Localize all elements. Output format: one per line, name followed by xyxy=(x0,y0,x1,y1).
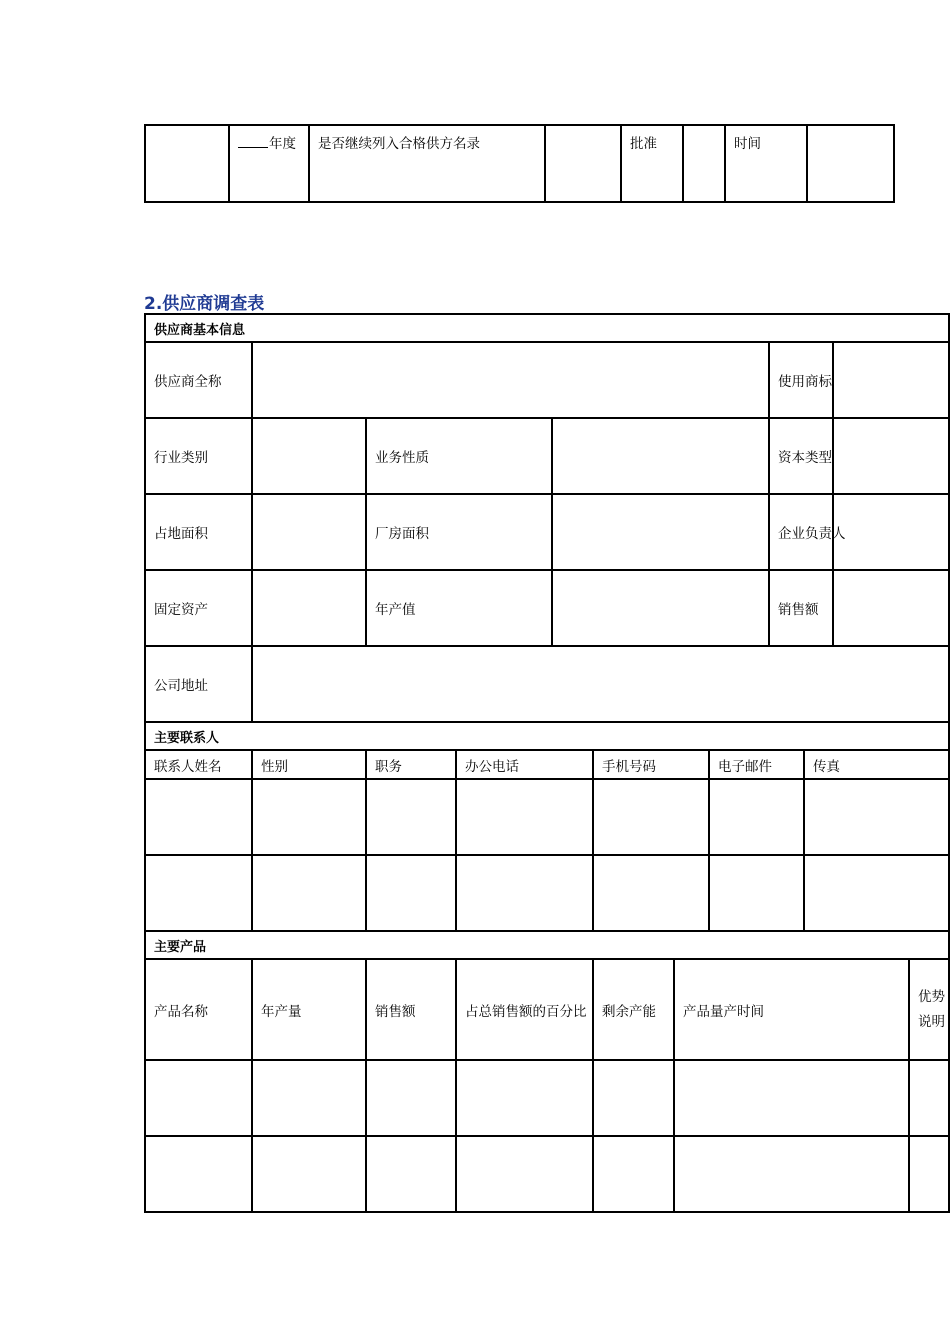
product-col-advantage: 优势说明 xyxy=(909,959,949,1060)
fixed-assets-label: 固定资产 xyxy=(145,570,252,646)
contact-cell[interactable] xyxy=(593,779,709,855)
capital-type-label: 资本类型 xyxy=(769,418,833,494)
annual-output-label: 年产值 xyxy=(366,570,552,646)
table-row xyxy=(145,1060,949,1136)
contact-col-name: 联系人姓名 xyxy=(145,750,252,779)
contact-cell[interactable] xyxy=(252,855,366,931)
product-col-remaining-capacity: 剩余产能 xyxy=(593,959,674,1060)
contact-col-email: 电子邮件 xyxy=(709,750,804,779)
full-name-label: 供应商全称 xyxy=(145,342,252,418)
brand-label: 使用商标 xyxy=(769,342,833,418)
contact-col-office-phone: 办公电话 xyxy=(456,750,593,779)
land-area-label: 占地面积 xyxy=(145,494,252,570)
sales-label: 销售额 xyxy=(769,570,833,646)
table-row xyxy=(145,1136,949,1212)
contact-cell[interactable] xyxy=(804,779,949,855)
contact-col-mobile: 手机号码 xyxy=(593,750,709,779)
basic-info-header: 供应商基本信息 xyxy=(145,314,949,342)
product-cell[interactable] xyxy=(909,1060,949,1136)
contact-cell[interactable] xyxy=(145,855,252,931)
product-cell[interactable] xyxy=(593,1060,674,1136)
contact-cell[interactable] xyxy=(366,855,456,931)
table-row xyxy=(145,855,949,931)
business-nature-label: 业务性质 xyxy=(366,418,552,494)
contact-cell[interactable] xyxy=(252,779,366,855)
plant-area-cell[interactable] xyxy=(552,494,769,570)
approve-cell[interactable] xyxy=(683,125,725,202)
responsible-person-cell[interactable] xyxy=(833,494,949,570)
contact-cell[interactable] xyxy=(709,855,804,931)
contact-col-fax: 传真 xyxy=(804,750,949,779)
product-col-sales-percent: 占总销售额的百分比 xyxy=(456,959,593,1060)
responsible-person-label: 企业负责人 xyxy=(769,494,833,570)
approve-label: 批准 xyxy=(621,125,683,202)
product-cell[interactable] xyxy=(909,1136,949,1212)
contact-col-position: 职务 xyxy=(366,750,456,779)
product-cell[interactable] xyxy=(252,1060,366,1136)
time-cell[interactable] xyxy=(807,125,894,202)
business-nature-cell[interactable] xyxy=(552,418,769,494)
contact-cell[interactable] xyxy=(456,779,593,855)
approval-table xyxy=(144,124,895,203)
year-label: 年度 xyxy=(269,136,296,152)
product-cell[interactable] xyxy=(593,1136,674,1212)
product-cell[interactable] xyxy=(456,1060,593,1136)
contact-cell[interactable] xyxy=(456,855,593,931)
address-cell[interactable] xyxy=(252,646,949,722)
product-cell[interactable] xyxy=(252,1136,366,1212)
contact-cell[interactable] xyxy=(145,779,252,855)
sales-cell[interactable] xyxy=(833,570,949,646)
brand-cell[interactable] xyxy=(833,342,949,418)
plant-area-label: 厂房面积 xyxy=(366,494,552,570)
contact-cell[interactable] xyxy=(593,855,709,931)
contact-cell[interactable] xyxy=(804,855,949,931)
table-row xyxy=(145,779,949,855)
product-col-mass-production-time: 产品量产时间 xyxy=(674,959,909,1060)
product-cell[interactable] xyxy=(366,1060,456,1136)
contact-col-gender: 性别 xyxy=(252,750,366,779)
product-cell[interactable] xyxy=(456,1136,593,1212)
products-header: 主要产品 xyxy=(145,931,949,959)
industry-cell[interactable] xyxy=(252,418,366,494)
section-title: 2.供应商调查表 xyxy=(144,294,265,314)
answer-cell[interactable] xyxy=(545,125,621,202)
fixed-assets-cell[interactable] xyxy=(252,570,366,646)
land-area-cell[interactable] xyxy=(252,494,366,570)
year-cell[interactable] xyxy=(229,125,309,202)
industry-label: 行业类别 xyxy=(145,418,252,494)
time-label: 时间 xyxy=(725,125,807,202)
contacts-header: 主要联系人 xyxy=(145,722,949,750)
product-col-annual-output: 年产量 xyxy=(252,959,366,1060)
product-col-name: 产品名称 xyxy=(145,959,252,1060)
product-cell[interactable] xyxy=(145,1060,252,1136)
year-blank[interactable] xyxy=(238,137,268,148)
address-label: 公司地址 xyxy=(145,646,252,722)
product-cell[interactable] xyxy=(674,1060,909,1136)
contact-cell[interactable] xyxy=(709,779,804,855)
full-name-cell[interactable] xyxy=(252,342,769,418)
product-col-sales: 销售额 xyxy=(366,959,456,1060)
product-cell[interactable] xyxy=(674,1136,909,1212)
blank-cell[interactable] xyxy=(145,125,229,202)
product-cell[interactable] xyxy=(145,1136,252,1212)
contact-cell[interactable] xyxy=(366,779,456,855)
annual-output-cell[interactable] xyxy=(552,570,769,646)
capital-type-cell[interactable] xyxy=(833,418,949,494)
supplier-survey-table xyxy=(144,313,950,1213)
product-cell[interactable] xyxy=(366,1136,456,1212)
qualified-list-question: 是否继续列入合格供方名录 xyxy=(309,125,545,202)
